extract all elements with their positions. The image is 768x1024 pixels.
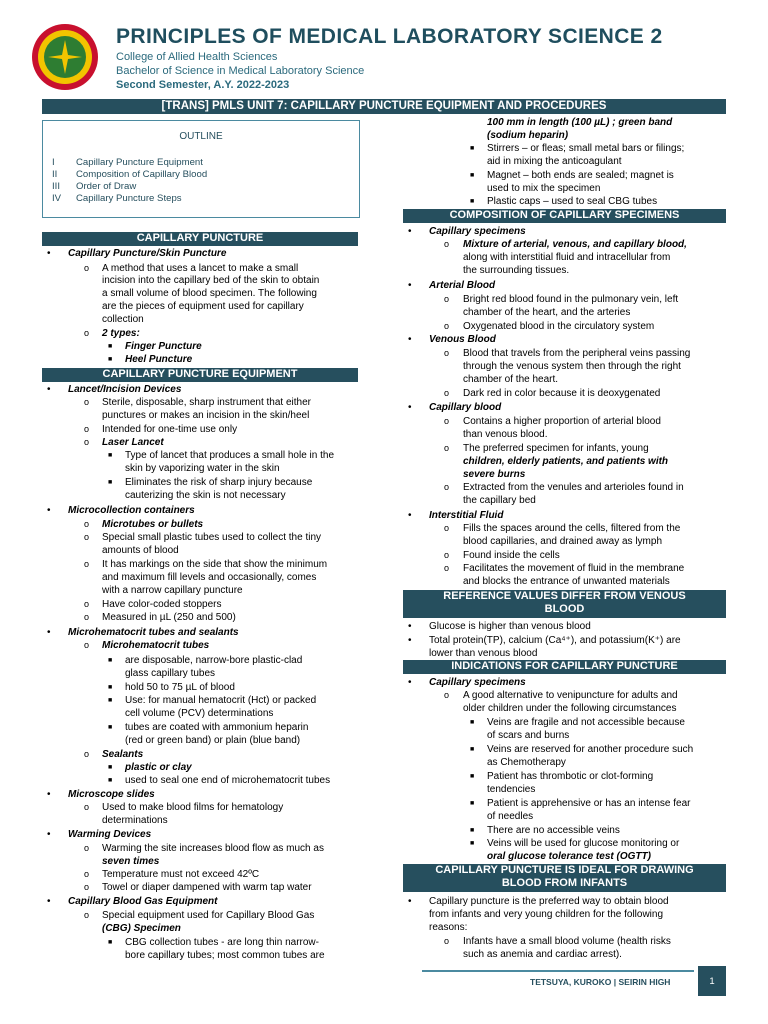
text-line: Capillary specimens: [429, 677, 526, 688]
text-line: Use: for manual hematocrit (Hct) or packed: [125, 695, 317, 706]
square-bullet-icon: ■: [108, 479, 113, 486]
text-line: a small volume of blood specimen. The following: [102, 288, 317, 299]
text-line: tubes are coated with ammonium heparin: [125, 722, 309, 733]
text-line: used to mix the specimen: [487, 183, 601, 194]
text-line: and maximum fill levels and occasionally, comes: [102, 572, 317, 583]
section-composition: COMPOSITION OF CAPILLARY SPECIMENS: [403, 209, 726, 223]
section-equipment: CAPILLARY PUNCTURE EQUIPMENT: [42, 368, 358, 382]
text-line: are the pieces of equipment used for capillary: [102, 301, 304, 312]
circle-bullet-icon: o: [444, 321, 450, 331]
circle-bullet-icon: o: [444, 563, 450, 573]
text-line: Plastic caps – used to seal CBG tubes: [487, 196, 658, 207]
text-line: chamber of the heart.: [463, 374, 559, 385]
text-line: plastic or clay: [125, 762, 192, 773]
text-line: 2 types:: [102, 328, 140, 339]
text-line: glass capillary tubes: [125, 668, 216, 679]
circle-bullet-icon: o: [444, 294, 450, 304]
text-line: Arterial Blood: [429, 280, 496, 291]
text-line: the capillary bed: [463, 495, 536, 506]
circle-bullet-icon: o: [84, 869, 90, 879]
text-line: Extracted from the venules and arterioles found in: [463, 482, 684, 493]
text-line: Infants have a small blood volume (health risks: [463, 936, 671, 947]
text-line: Found inside the cells: [463, 550, 560, 561]
circle-bullet-icon: o: [444, 348, 450, 358]
text-line: Contains a higher proportion of arterial blood: [463, 416, 661, 427]
text-line: punctures or makes an incision in the skin/heel: [102, 410, 310, 421]
text-line: Fills the spaces around the cells, filtered from the: [463, 523, 681, 534]
text-line: Venous Blood: [429, 334, 496, 345]
circle-bullet-icon: o: [444, 443, 450, 453]
text-line: chamber of the heart, and the arteries: [463, 307, 631, 318]
circle-bullet-icon: o: [444, 690, 450, 700]
circle-bullet-icon: o: [444, 239, 450, 249]
text-line: Warming the site increases blood flow as much as: [102, 843, 324, 854]
text-line: of scars and burns: [487, 730, 570, 741]
square-bullet-icon: ■: [470, 840, 475, 847]
text-line: Special small plastic tubes used to collect the tiny: [102, 532, 321, 543]
circle-bullet-icon: o: [84, 397, 90, 407]
square-bullet-icon: ■: [108, 343, 113, 350]
bullet-icon: •: [408, 226, 412, 237]
circle-bullet-icon: o: [444, 388, 450, 398]
outline-item-number: II: [52, 169, 58, 180]
outline-title: OUTLINE: [179, 131, 223, 142]
circle-bullet-icon: o: [84, 263, 90, 273]
text-line: Warming Devices: [68, 829, 152, 840]
text-line: Laser Lancet: [102, 437, 164, 448]
square-bullet-icon: ■: [470, 800, 475, 807]
circle-bullet-icon: o: [84, 532, 90, 542]
text-line: Special equipment used for Capillary Blood Gas: [102, 910, 315, 921]
text-line: Blood that travels from the peripheral veins passing: [463, 348, 691, 359]
text-line: Bright red blood found in the pulmonary vein, left: [463, 294, 679, 305]
text-line: reasons:: [429, 922, 468, 933]
text-line: Intended for one-time use only: [102, 424, 238, 435]
text-line: bore capillary tubes; most common tubes are: [125, 950, 325, 961]
circle-bullet-icon: o: [84, 640, 90, 650]
circle-bullet-icon: o: [444, 550, 450, 560]
circle-bullet-icon: o: [84, 612, 90, 622]
section-capillary-puncture: CAPILLARY PUNCTURE: [42, 232, 358, 246]
circle-bullet-icon: o: [84, 910, 90, 920]
text-line: Mixture of arterial, venous, and capillary blood,: [463, 239, 687, 250]
circle-bullet-icon: o: [84, 559, 90, 569]
circle-bullet-icon: o: [84, 437, 90, 447]
text-line: A method that uses a lancet to make a small: [102, 263, 299, 274]
right-column: [384, 0, 768, 1024]
text-line: Glucose is higher than venous blood: [429, 621, 591, 632]
bullet-icon: •: [47, 789, 51, 800]
text-line: Towel or diaper dampened with warm tap water: [102, 882, 312, 893]
circle-bullet-icon: o: [84, 519, 90, 529]
text-line: Temperature must not exceed 42ºC: [102, 869, 260, 880]
text-line: are disposable, narrow-bore plastic-clad: [125, 655, 303, 666]
text-line: skin by vaporizing water in the skin: [125, 463, 280, 474]
text-line: Have color-coded stoppers: [102, 599, 222, 610]
text-line: Oxygenated blood in the circulatory system: [463, 321, 655, 332]
text-line: Sterile, disposable, sharp instrument that either: [102, 397, 311, 408]
semester-label: Second Semester, A.Y. 2022-2023: [116, 79, 290, 91]
text-line: CBG collection tubes - are long thin narrow-: [125, 937, 319, 948]
outline-item-label: Composition of Capillary Blood: [76, 169, 208, 180]
text-line: Capillary blood: [429, 402, 502, 413]
text-line: Heel Puncture: [125, 354, 193, 365]
square-bullet-icon: ■: [108, 356, 113, 363]
circle-bullet-icon: o: [84, 424, 90, 434]
square-bullet-icon: ■: [470, 773, 475, 780]
square-bullet-icon: ■: [470, 145, 475, 152]
text-line: along with interstitial fluid and intracellular from: [463, 252, 671, 263]
square-bullet-icon: ■: [108, 764, 113, 771]
text-line: Microhematocrit tubes: [102, 640, 210, 651]
text-line: cauterizing the skin is not necessary: [125, 490, 286, 501]
college-name: College of Allied Health Sciences: [116, 51, 278, 63]
square-bullet-icon: ■: [108, 657, 113, 664]
square-bullet-icon: ■: [108, 697, 113, 704]
bullet-icon: •: [47, 248, 51, 259]
text-line: incision into the capillary bed of the skin to obtain: [102, 275, 320, 286]
text-line: Dark red in color because it is deoxygenated: [463, 388, 661, 399]
square-bullet-icon: ■: [470, 198, 475, 205]
text-line: Microtubes or bullets: [102, 519, 204, 530]
circle-bullet-icon: o: [444, 416, 450, 426]
text-line: Magnet – both ends are sealed; magnet is: [487, 170, 674, 181]
text-line: collection: [102, 314, 144, 325]
text-line: older children under the following circumstances: [463, 703, 677, 714]
text-line: with a narrow capillary puncture: [102, 585, 243, 596]
bullet-icon: •: [408, 621, 412, 632]
outline-item-label: Capillary Puncture Steps: [76, 193, 182, 204]
text-line: than venous blood.: [463, 429, 548, 440]
text-line: Patient is apprehensive or has an intense fear: [487, 798, 691, 809]
text-line: the surrounding tissues.: [463, 265, 570, 276]
outline-item-label: Capillary Puncture Equipment: [76, 157, 203, 168]
text-line: of needles: [487, 811, 534, 822]
bullet-icon: •: [408, 280, 412, 291]
square-bullet-icon: ■: [108, 684, 113, 691]
section-indications: INDICATIONS FOR CAPILLARY PUNCTURE: [403, 660, 726, 674]
text-line: Finger Puncture: [125, 341, 202, 352]
text-line: severe burns: [463, 469, 526, 480]
bullet-icon: •: [47, 896, 51, 907]
text-line: Lancet/Incision Devices: [68, 384, 182, 395]
bullet-icon: •: [408, 402, 412, 413]
square-bullet-icon: ■: [108, 724, 113, 731]
bullet-icon: •: [408, 896, 412, 907]
program-name: Bachelor of Science in Medical Laboratory Science: [116, 65, 365, 77]
square-bullet-icon: ■: [470, 719, 475, 726]
text-line: blood capillaries, and drained away as lymph: [463, 536, 663, 547]
outline-item-number: III: [52, 181, 60, 192]
text-line: cell volume (PCV) determinations: [125, 708, 274, 719]
circle-bullet-icon: o: [84, 802, 90, 812]
text-line: Sealants: [102, 749, 144, 760]
text-line: Total protein(TP), calcium (Ca⁴⁺), and potassium(K⁺) are: [429, 635, 681, 646]
document-title: PRINCIPLES OF MEDICAL LABORATORY SCIENCE 2: [116, 25, 663, 48]
text-line: tendencies: [487, 784, 536, 795]
text-line: There are no accessible veins: [487, 825, 620, 836]
section-reference-line2: BLOOD: [544, 603, 585, 615]
page-number: 1: [709, 976, 715, 987]
text-line: determinations: [102, 815, 168, 826]
square-bullet-icon: ■: [470, 746, 475, 753]
section-ideal-line2: BLOOD FROM INFANTS: [501, 877, 628, 889]
text-line: (red or green band) or plain (blue band): [125, 735, 301, 746]
text-line: as Chemotherapy: [487, 757, 566, 768]
circle-bullet-icon: o: [84, 843, 90, 853]
section-ideal-line1: CAPILLARY PUNCTURE IS IDEAL FOR DRAWING: [435, 864, 694, 876]
square-bullet-icon: ■: [470, 172, 475, 179]
square-bullet-icon: ■: [108, 777, 113, 784]
outline-item-label: Order of Draw: [76, 181, 137, 192]
square-bullet-icon: ■: [108, 452, 113, 459]
text-line: Capillary puncture is the preferred way to obtain blood: [429, 896, 669, 907]
section-reference-line1: REFERENCE VALUES DIFFER FROM VENOUS: [443, 590, 686, 602]
text-line: through the venous system then through the right: [463, 361, 681, 372]
circle-bullet-icon: o: [84, 882, 90, 892]
text-line: 100 mm in length (100 µL) ; green band: [487, 117, 673, 128]
outline-item-number: IV: [52, 193, 62, 204]
text-line: lower than venous blood: [429, 648, 538, 659]
bullet-icon: •: [408, 334, 412, 345]
footer-authors: TETSUYA, KUROKO | SEIRIN HIGH: [530, 977, 671, 987]
trans-title-bar: [TRANS] PMLS UNIT 7: CAPILLARY PUNCTURE EQUIPMENT AND PROCEDURES: [42, 99, 726, 114]
bullet-icon: •: [47, 505, 51, 516]
text-line: Facilitates the movement of fluid in the membrane: [463, 563, 685, 574]
square-bullet-icon: ■: [470, 827, 475, 834]
text-line: Veins are reserved for another procedure such: [487, 744, 694, 755]
text-line: Capillary Puncture/Skin Puncture: [68, 248, 227, 259]
text-line: A good alternative to venipuncture for adults and: [463, 690, 678, 701]
text-line: The preferred specimen for infants, young: [463, 443, 649, 454]
text-line: Measured in µL (250 and 500): [102, 612, 236, 623]
bullet-icon: •: [408, 510, 412, 521]
text-line: Patient has thrombotic or clot-forming: [487, 771, 654, 782]
text-line: Type of lancet that produces a small hole in the: [125, 450, 335, 461]
outline-item-number: I: [52, 157, 55, 168]
bullet-icon: •: [47, 829, 51, 840]
circle-bullet-icon: o: [84, 599, 90, 609]
text-line: Eliminates the risk of sharp injury because: [125, 477, 313, 488]
text-line: Used to make blood films for hematology: [102, 802, 284, 813]
text-line: from infants and very young children for the following: [429, 909, 664, 920]
text-line: It has markings on the side that show the minimum: [102, 559, 328, 570]
bullet-icon: •: [47, 384, 51, 395]
circle-bullet-icon: o: [444, 482, 450, 492]
circle-bullet-icon: o: [444, 523, 450, 533]
text-line: Microhematocrit tubes and sealants: [68, 627, 239, 638]
text-line: Interstitial Fluid: [429, 510, 504, 521]
circle-bullet-icon: o: [84, 749, 90, 759]
text-line: (CBG) Specimen: [102, 923, 181, 934]
bullet-icon: •: [47, 627, 51, 638]
bullet-icon: •: [408, 677, 412, 688]
text-line: amounts of blood: [102, 545, 179, 556]
bullet-icon: •: [408, 635, 412, 646]
text-line: Capillary Blood Gas Equipment: [68, 896, 218, 907]
text-line: Veins will be used for glucose monitoring or: [487, 838, 680, 849]
text-line: seven times: [102, 856, 160, 867]
text-line: children, elderly patients, and patients with: [463, 456, 669, 467]
text-line: aid in mixing the anticoagulant: [487, 156, 622, 167]
circle-bullet-icon: o: [84, 328, 90, 338]
text-line: oral glucose tolerance test (OGTT): [487, 851, 651, 862]
text-line: such as anemia and cardiac arrest).: [463, 949, 622, 960]
circle-bullet-icon: o: [444, 936, 450, 946]
text-line: Microcollection containers: [68, 505, 195, 516]
text-line: used to seal one end of microhematocrit tubes: [125, 775, 331, 786]
text-line: hold 50 to 75 µL of blood: [125, 682, 235, 693]
text-line: and blocks the entrance of unwanted materials: [463, 576, 670, 587]
text-line: Stirrers – or fleas; small metal bars or filings;: [487, 143, 685, 154]
text-line: Capillary specimens: [429, 226, 526, 237]
text-line: Microscope slides: [68, 789, 155, 800]
text-line: Veins are fragile and not accessible because: [487, 717, 685, 728]
text-line: (sodium heparin): [487, 130, 569, 141]
square-bullet-icon: ■: [108, 939, 113, 946]
